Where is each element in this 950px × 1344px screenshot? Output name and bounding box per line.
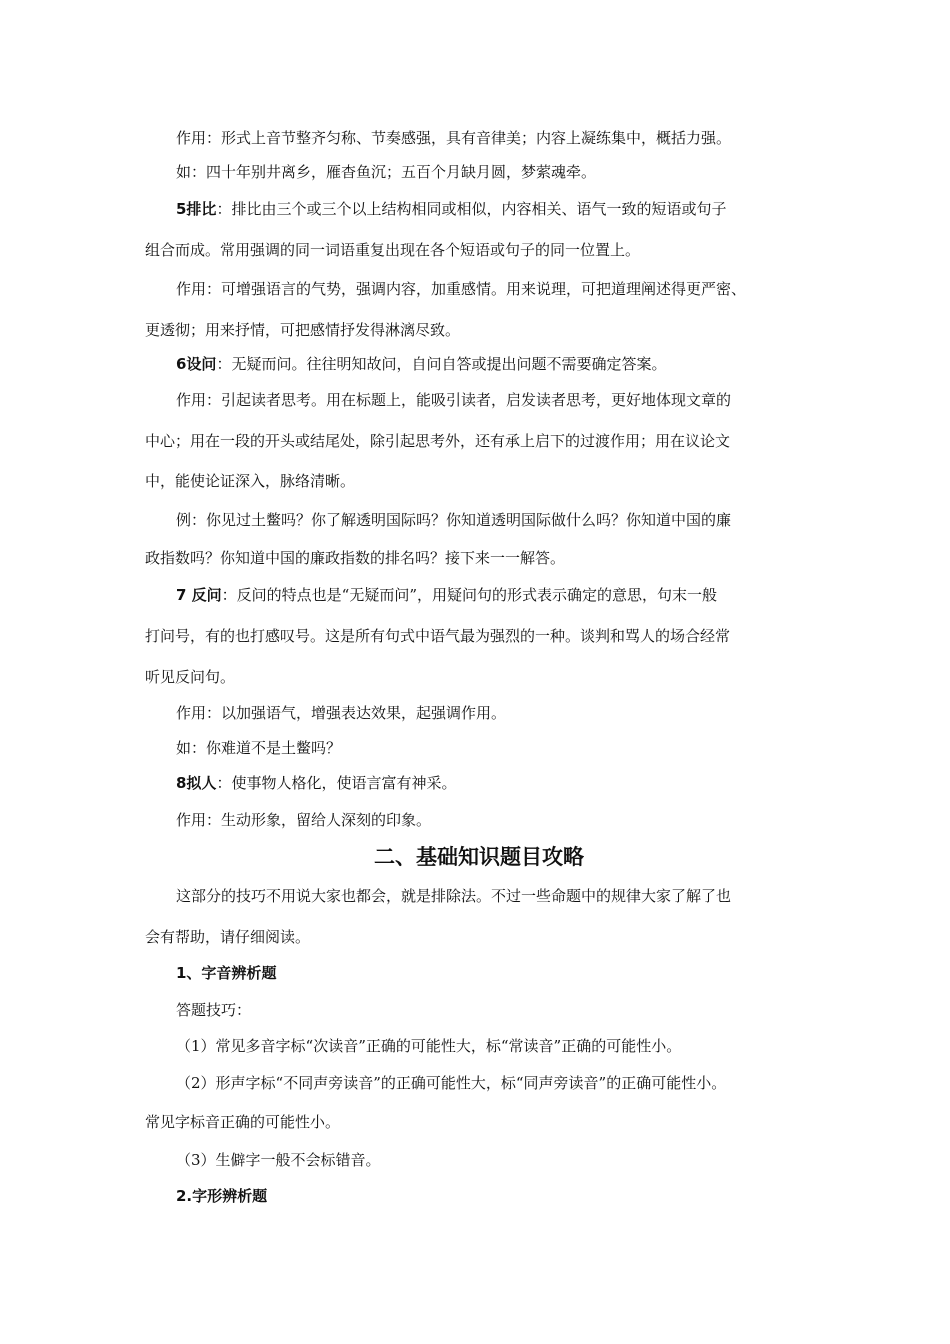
term-definition: ：排比由三个或三个以上结构相同或相似，内容相关、语气一致的短语或句子 (216, 200, 727, 218)
paragraph-line: 中，能使论证深入，脉络清晰。 (145, 472, 356, 490)
paragraph-line: 更透彻；用来抒情，可把感情抒发得淋漓尽致。 (145, 321, 461, 339)
paragraph-line: 如：四十年别井离乡，雁杳鱼沉；五百个月缺月圆，梦萦魂牵。 (176, 163, 597, 181)
section-heading: 二、基础知识题目攻略 (374, 845, 584, 869)
subsection-heading: 1、字音辨析题 (176, 964, 277, 982)
paragraph-line (176, 773, 813, 793)
paragraph-line: 组合而成。常用强调的同一词语重复出现在各个短语或句子的同一位置上。 (145, 241, 641, 259)
paragraph-line: 中心；用在一段的开头或结尾处，除引起思考外，还有承上启下的过渡作用；用在议论文 (145, 432, 731, 450)
list-item: （3）生僻字一般不会标错音。 (176, 1151, 381, 1169)
paragraph-line: 打问号，有的也打感叹号。这是所有句式中语气最为强烈的一种。谈判和骂人的场合经常 (145, 627, 731, 645)
paragraph-line: 作用：可增强语言的气势，强调内容，加重感情。用来说理，可把道理阐述得更严密、 (176, 280, 747, 298)
term-label: 6设问 (176, 355, 217, 373)
paragraph-line (176, 199, 813, 219)
paragraph-line: 作用：形式上音节整齐匀称、节奏感强，具有音律美；内容上凝练集中，概括力强。 (176, 129, 732, 147)
paragraph-line: 政指数吗？你知道中国的廉政指数的排名吗？接下来一一解答。 (145, 549, 566, 567)
paragraph-line: 常见字标音正确的可能性小。 (145, 1113, 341, 1131)
list-item: （2）形声字标“不同声旁读音”的正确可能性大，标“同声旁读音”的正确可能性小。 (176, 1074, 727, 1092)
paragraph-line (176, 585, 813, 605)
term-label: 8拟人 (176, 774, 217, 792)
paragraph-line (176, 354, 813, 374)
paragraph-line: 会有帮助，请仔细阅读。 (145, 928, 311, 946)
paragraph-line: 作用：生动形象，留给人深刻的印象。 (176, 811, 432, 829)
term-label: 7 反问 (176, 586, 222, 604)
term-definition: ：反问的特点也是“无疑而问”，用疑问句的形式表示确定的意思，句末一般 (221, 586, 718, 604)
paragraph-line: 作用：以加强语气，增强表达效果，起强调作用。 (176, 704, 507, 722)
paragraph-line: 答题技巧： (176, 1001, 252, 1019)
paragraph-line: 如：你难道不是土鳖吗？ (176, 739, 342, 757)
paragraph-line: 作用：引起读者思考。用在标题上，能吸引读者，启发读者思考，更好地体现文章的 (176, 391, 732, 409)
term-definition: ：使事物人格化，使语言富有神采。 (216, 774, 457, 792)
term-label: 5排比 (176, 200, 217, 218)
term-definition: ：无疑而问。往往明知故问，自问自答或提出问题不需要确定答案。 (216, 355, 667, 373)
paragraph-line: 例：你见过土鳖吗？你了解透明国际吗？你知道透明国际做什么吗？你知道中国的廉 (176, 511, 732, 529)
paragraph-line: 这部分的技巧不用说大家也都会，就是排除法。不过一些命题中的规律大家了解了也 (176, 887, 732, 905)
paragraph-line: 听见反问句。 (145, 668, 236, 686)
subsection-heading: 2.字形辨析题 (176, 1187, 268, 1205)
list-item: （1）常见多音字标“次读音”正确的可能性大，标“常读音”正确的可能性小。 (176, 1037, 682, 1055)
